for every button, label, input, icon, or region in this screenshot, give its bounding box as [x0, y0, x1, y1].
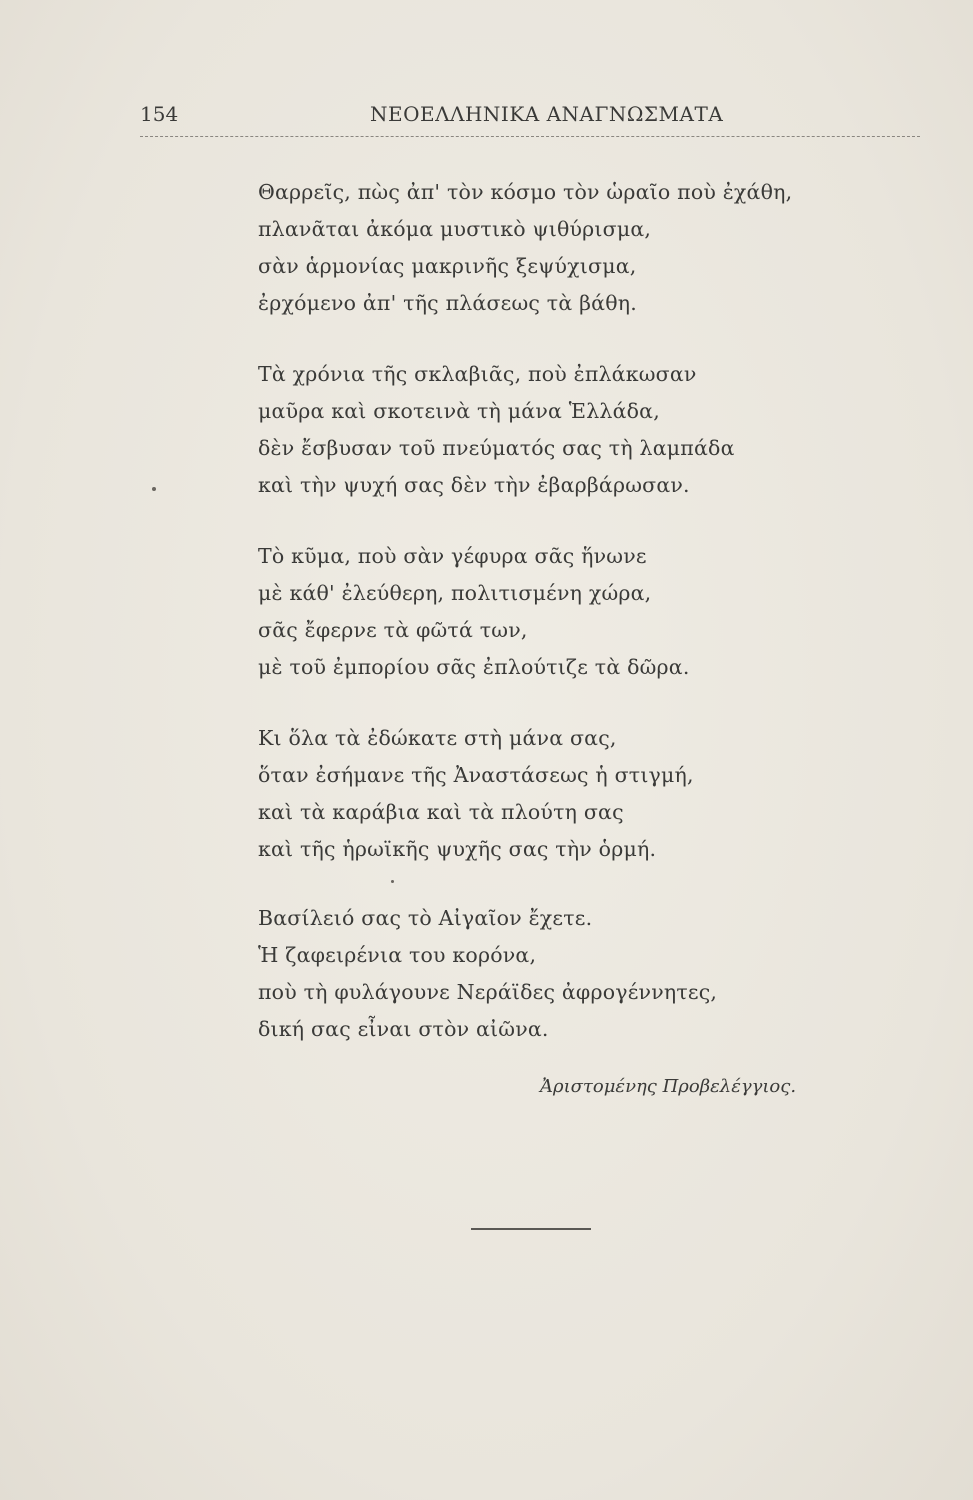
poem-line: ποὺ τὴ φυλάγουνε Νεράϊδες ἀφρογέννητες,	[258, 980, 718, 1004]
page-header	[140, 100, 920, 140]
stanza-5	[258, 900, 878, 1048]
running-title: ΝΕΟΕΛΛΗΝΙΚΑ ΑΝΑΓΝΩΣΜΑΤΑ	[370, 102, 724, 126]
ink-speck	[152, 487, 156, 491]
stanza-1	[258, 174, 878, 322]
end-rule	[471, 1228, 591, 1230]
poem-line: δική σας εἶναι στὸν αἰῶνα.	[258, 1017, 549, 1041]
header-rule	[140, 136, 920, 137]
poem-line: σὰν ἁρμονίας μακρινῆς ξεψύχισμα,	[258, 254, 637, 278]
stanza-2	[258, 356, 878, 504]
poem-line: μὲ τοῦ ἐμπορίου σᾶς ἐπλούτιζε τὰ δῶρα.	[258, 655, 690, 679]
poem-line: πλανᾶται ἀκόμα μυστικὸ ψιθύρισμα,	[258, 217, 652, 241]
poem-line: καὶ τὰ καράβια καὶ τὰ πλούτη σας	[258, 800, 624, 824]
stanza-3	[258, 538, 878, 686]
poem-line: ὅταν ἐσήμανε τῆς Ἀναστάσεως ἡ στιγμή,	[258, 763, 694, 787]
poem-line: δὲν ἔσβυσαν τοῦ πνεύματός σας τὴ λαμπάδα	[258, 436, 735, 460]
stanza-4	[258, 720, 878, 868]
page-number: 154	[140, 102, 179, 126]
poem-line: καὶ τὴν ψυχή σας δὲν τὴν ἐβαρβάρωσαν.	[258, 473, 690, 497]
poem-author: Ἀριστομένης Προβελέγγιος.	[540, 1076, 797, 1097]
poem-line: μὲ κάθ' ἐλεύθερη, πολιτισμένη χώρα,	[258, 581, 652, 605]
poem-line: ἐρχόμενο ἀπ' τῆς πλάσεως τὰ βάθη.	[258, 291, 637, 315]
poem-line: Ἡ ζαφειρένια του κορόνα,	[258, 943, 537, 967]
poem-line: καὶ τῆς ἡρωϊκῆς ψυχῆς σας τὴν ὁρμή.	[258, 837, 657, 861]
poem-line: μαῦρα καὶ σκοτεινὰ τὴ μάνα Ἑλλάδα,	[258, 399, 660, 423]
poem-line: Θαρρεῖς, πὼς ἀπ' τὸν κόσμο τὸν ὡραῖο ποὺ ἐχάθη,	[258, 180, 793, 204]
poem-line: σᾶς ἔφερνε τὰ φῶτά των,	[258, 618, 528, 642]
poem-line: Βασίλειό σας τὸ Αἰγαῖον ἔχετε.	[258, 906, 593, 930]
poem-line: Τὰ χρόνια τῆς σκλαβιᾶς, ποὺ ἐπλάκωσαν	[258, 362, 697, 386]
ink-speck	[391, 880, 394, 883]
poem-line: Κι ὅλα τὰ ἐδώκατε στὴ μάνα σας,	[258, 726, 617, 750]
poem-line: Τὸ κῦμα, ποὺ σὰν γέφυρα σᾶς ἥνωνε	[258, 544, 647, 568]
